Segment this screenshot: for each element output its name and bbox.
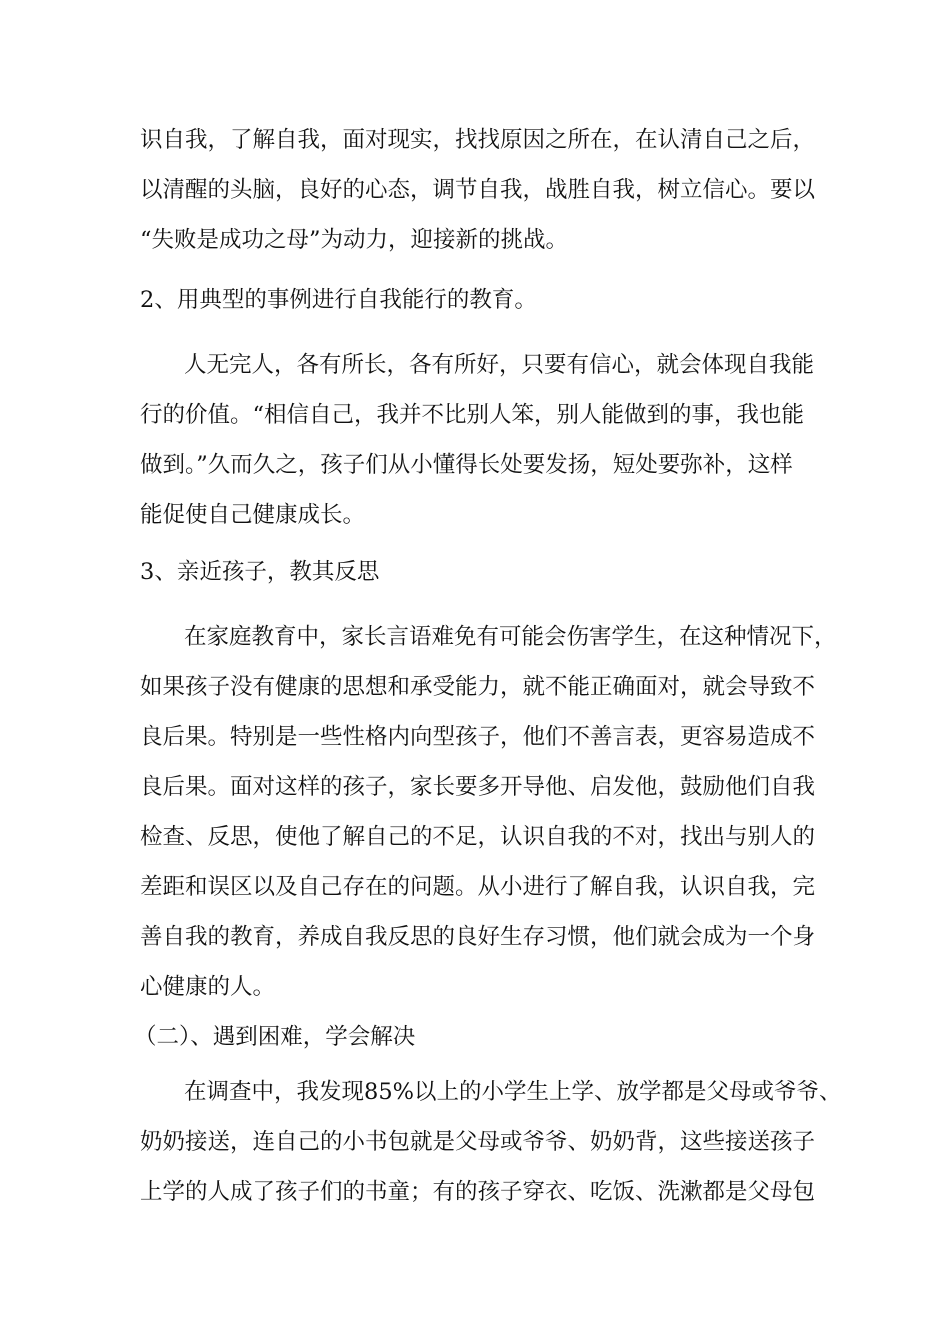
paragraph-line: 以清醒的头脑，良好的心态，调节自我，战胜自我，树立信心。要以 (140, 177, 816, 203)
section-heading: （二）、遇到困难，学会解决 (134, 1024, 416, 1050)
section-heading: 2、用典型的事例进行自我能行的教育。 (140, 287, 537, 313)
paragraph-line: 良后果。特别是一些性格内向型孩子，他们不善言表，更容易造成不 (140, 724, 816, 750)
paragraph-line: 上学的人成了孩子们的书童；有的孩子穿衣、吃饭、洗漱都是父母包 (140, 1179, 816, 1205)
paragraph-line: 在家庭教育中，家长言语难免有可能会伤害学生，在这种情况下， (184, 624, 837, 650)
paragraph-line: “失败是成功之母”为动力，迎接新的挑战。 (140, 227, 569, 253)
paragraph-line: 在调查中，我发现85%以上的小学生上学、放学都是父母或爷爷、 (184, 1079, 842, 1105)
paragraph-line: 行的价值。“相信自己，我并不比别人笨，别人能做到的事，我也能 (140, 402, 805, 428)
paragraph-line: 良后果。面对这样的孩子，家长要多开导他、启发他，鼓励他们自我 (140, 774, 816, 800)
paragraph-line: 善自我的教育，养成自我反思的良好生存习惯，他们就会成为一个身 (140, 924, 816, 950)
paragraph-line: 识自我，了解自我，面对现实，找找原因之所在，在认清自己之后， (140, 127, 816, 153)
paragraph-line: 心健康的人。 (140, 974, 276, 1000)
paragraph-line: 如果孩子没有健康的思想和承受能力，就不能正确面对，就会导致不 (140, 674, 816, 700)
paragraph-line: 检查、反思，使他了解自己的不足，认识自我的不对，找出与别人的 (140, 824, 816, 850)
section-heading: 3、亲近孩子，教其反思 (140, 559, 380, 585)
paragraph-line: 奶奶接送，连自己的小书包就是父母或爷爷、奶奶背，这些接送孩子 (140, 1129, 816, 1155)
paragraph-line: 做到。”久而久之，孩子们从小懂得长处要发扬，短处要弥补，这样 (140, 452, 793, 478)
paragraph-line: 能促使自己健康成长。 (140, 502, 366, 528)
paragraph-line: 差距和误区以及自己存在的问题。从小进行了解自我，认识自我，完 (140, 874, 816, 900)
paragraph-line: 人无完人，各有所长，各有所好，只要有信心，就会体现自我能 (184, 352, 815, 378)
